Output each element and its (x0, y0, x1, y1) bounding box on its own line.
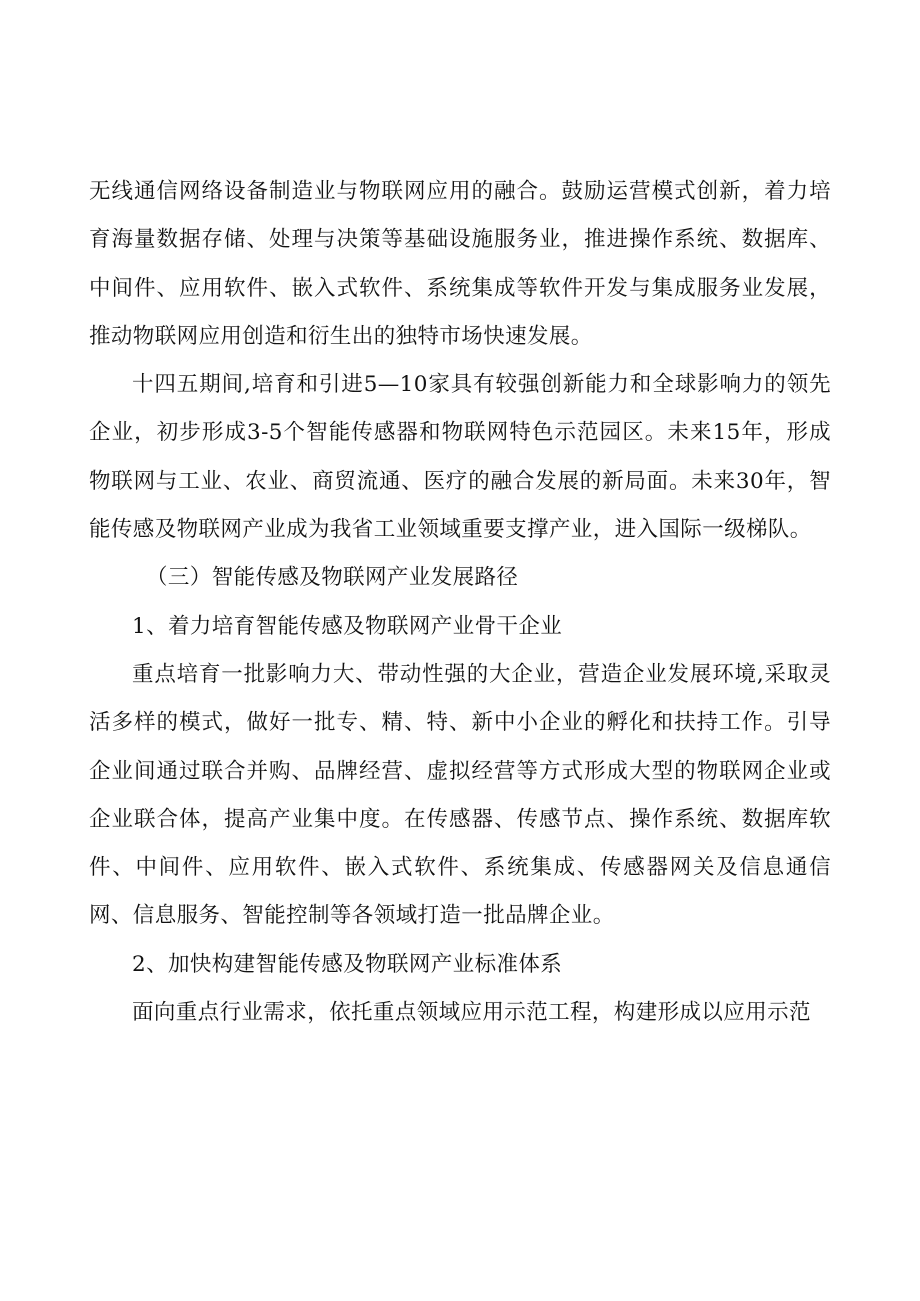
subheading-2: 2、加快构建智能传感及物联网产业标准体系 (132, 951, 563, 977)
paragraph-standards: 面向重点行业需求，依托重点领域应用示范工程，构建形成以应用示范 (132, 1000, 811, 1026)
paragraph-goals: 十四五期间,培育和引进5—10家具有较强创新能力和全球影响力的领先企业，初步形成3-5个智能传感器和物联网特色示范园区。未来15年，形成物联网与工业、农业、商贸流通、医疗的融合发展的新局面。未来30年，智能传感及物联网产业成为我省工业领域重要支撑产业，进入国际一级梯队。 (89, 372, 831, 543)
subheading-1: 1、着力培育智能传感及物联网产业骨干企业 (132, 613, 563, 639)
section-heading: （三）智能传感及物联网产业发展路径 (146, 565, 519, 591)
paragraph-continuation: 无线通信网络设备制造业与物联网应用的融合。鼓励运营模式创新，着力培育海量数据存储、处理与决策等基础设施服务业，推进操作系统、数据库、中间件、应用软件、嵌入式软件、系统集成等软件开发与集成服务业发展，推动物联网应用创造和衍生出的独特市场快速发展。 (89, 179, 831, 349)
document-body (89, 168, 831, 1037)
paragraph-leading-enterprises: 重点培育一批影响力大、带动性强的大企业，营造企业发展环境,采取灵活多样的模式，做好一批专、精、特、新中小企业的孵化和扶持工作。引导企业间通过联合并购、品牌经营、虚拟经营等方式形成大型的物联网企业或企业联合体，提高产业集中度。在传感器、传感节点、操作系统、数据库软件、中间件、应用软件、嵌入式软件、系统集成、传感器网关及信息通信网、信息服务、智能控制等各领域打造一批品牌企业。 (89, 661, 831, 929)
